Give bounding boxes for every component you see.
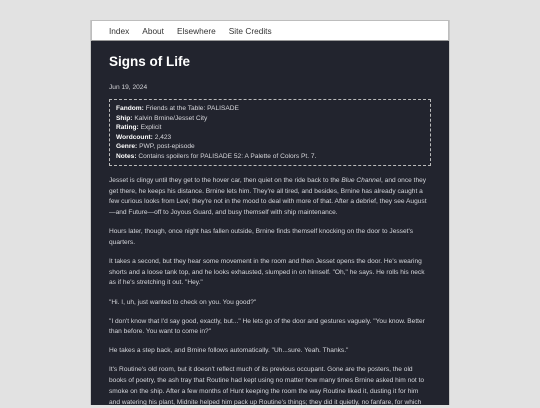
meta-notes-label: Notes:: [116, 152, 137, 160]
meta-fandom: [116, 104, 424, 114]
meta-notes: [116, 152, 424, 162]
story-paragraph: [109, 176, 431, 219]
meta-ship-label: Ship:: [116, 114, 133, 122]
meta-ship-value: Kalvin Brnine/Jesset City: [134, 114, 208, 122]
story-paragraph: "Hi. I, uh, just wanted to check on you. You good?": [109, 298, 257, 306]
meta-genre: [116, 142, 424, 152]
story-body: [109, 176, 431, 408]
story-paragraph: It takes a second, but they hear some movement in the room and then Jesset opens the door. He's wearing shorts and a loose tank top, and he looks exhausted, slumped in on himself. "Oh," he says. He rolls his neck as if he's stretching it out. "Hey.": [109, 258, 425, 287]
meta-genre-value: PWP, post-episode: [139, 143, 195, 150]
story-paragraph: Hours later, though, once night has fallen outside, Brnine finds themself knocking on the door to Jesset's quarters.: [109, 228, 414, 246]
story-paragraph: "I don't know that I'd say good, exactly, but..." He lets go of the door and gestures vaguely. "You know. Better than before. You want to come in?": [109, 317, 425, 336]
nav-link-elsewhere[interactable]: Elsewhere: [176, 25, 216, 36]
story-paragraph-text: , and once they get there, he keeps his distance. Brnine lets him. They're all tired, and besides, Brnine has already caught a few curious looks from Levi; they're not in the mood to deal with more of that. After a debrief, they see August—and Future—off to Joyous Guard, and busy themself with ship maintenance.: [109, 177, 427, 217]
nav-link-site-credits[interactable]: Site Credits: [228, 25, 272, 36]
post-content: [91, 53, 449, 408]
meta-fandom-value: Friends at the Table: PALISADE: [145, 105, 239, 112]
meta-wordcount-value: 2,423: [154, 133, 172, 141]
meta-fandom-label: Fandom:: [116, 105, 144, 112]
meta-notes-value: Contains spoilers for PALISADE 52: A Palette of Colors Pt. 7.: [138, 152, 317, 160]
top-nav: [91, 20, 449, 41]
meta-ship: [116, 114, 424, 124]
nav-link-about[interactable]: About: [142, 25, 164, 36]
story-paragraph: It's Routine's old room, but it doesn't reflect much of its previous occupant. Gone are the posters, the old books of poetry, the ash tray that Routine had kept using no matter how many times Brnine asked him not to smoke on the ship. After a few months of Hunt keeping the room the way Routine liked it, dusting it for him and watering his plant, Midnite helped him pack up Routine's things; they did it quietly, no fanfare, for which: [109, 366, 425, 406]
nav-link-index[interactable]: Index: [109, 25, 130, 36]
meta-rating-value: Explicit: [140, 124, 162, 131]
meta-wordcount: [116, 133, 424, 143]
meta-genre-label: Genre:: [116, 143, 138, 150]
meta-rating: [116, 123, 424, 133]
meta-wordcount-label: Wordcount:: [116, 133, 153, 141]
fic-metadata-box: [109, 99, 431, 166]
post-date: Jun 19, 2024: [109, 84, 148, 91]
story-paragraph: He takes a step back, and Brnine follows automatically. "Uh...sure. Yeah. Thanks.": [109, 347, 349, 355]
story-paragraph-text: Jesset is clingy until they get to the hover car, then quiet on the ride back to the: [109, 177, 342, 184]
story-emphasis: Blue Channel: [341, 177, 381, 184]
meta-rating-label: Rating:: [116, 124, 139, 131]
page-title: Signs of Life: [109, 54, 190, 69]
page-container: [90, 20, 450, 405]
